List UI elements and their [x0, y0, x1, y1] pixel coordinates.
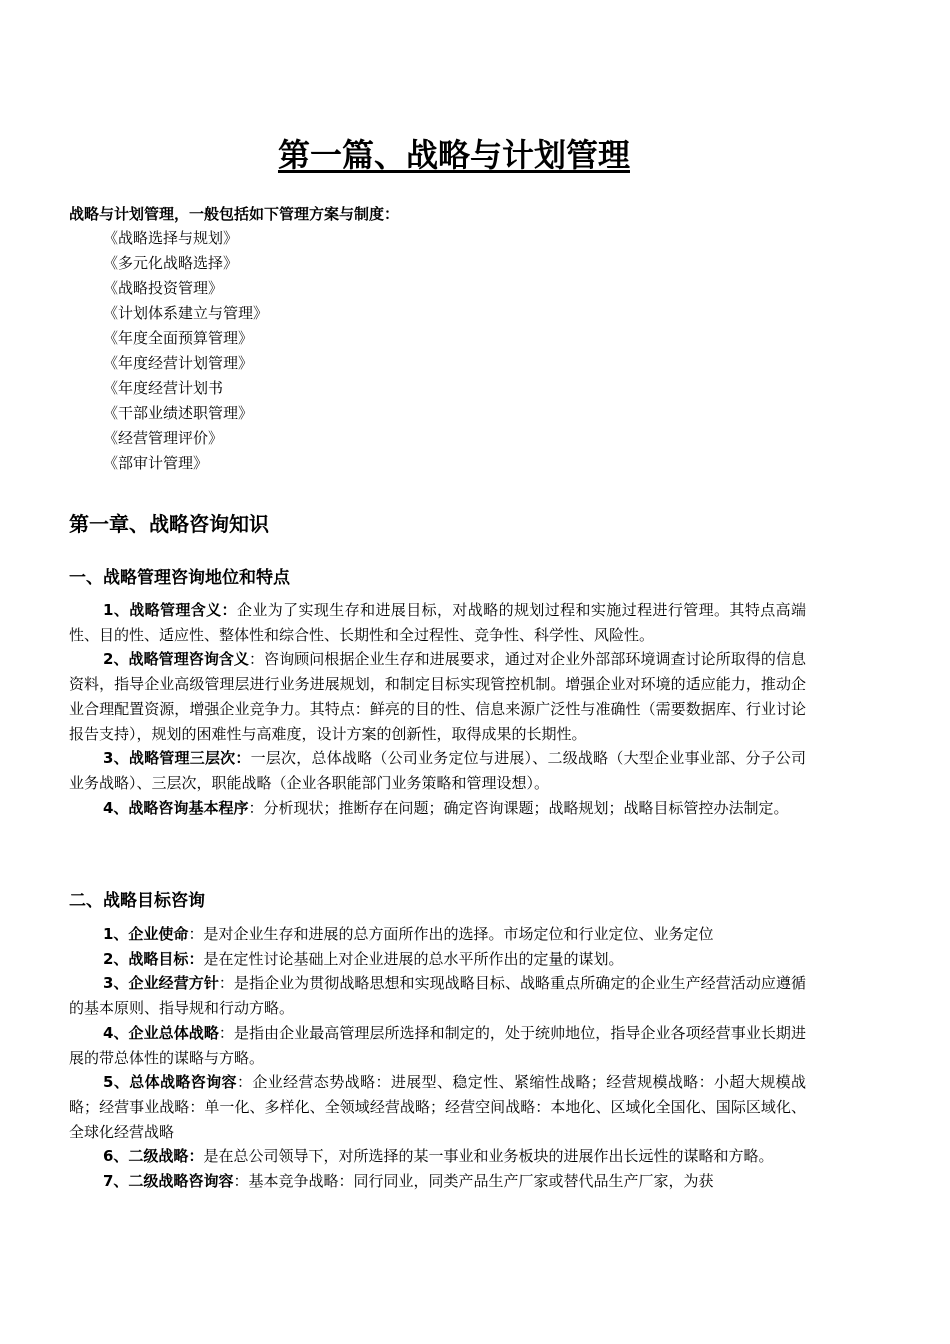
- paragraph-label: 1、战略管理含义：: [103, 601, 237, 619]
- list-item: 《年度经营计划管理》: [103, 354, 254, 372]
- paragraph-text: ：企业经营态势战略：进展型、稳定性、紧缩性战略；经营规模战略：小超大规模战略；经营事业战略：单一化、多样化、全领域经营战略；经营空间战略：本地化、区域化全国化、国际区域化、全球化经营战略: [69, 1073, 806, 1141]
- document-list: [103, 226, 268, 476]
- list-item: 《计划体系建立与管理》: [103, 304, 269, 322]
- paragraph-label: 4、企业总体战略: [103, 1023, 219, 1042]
- paragraph-label: 3、企业经营方针: [103, 974, 219, 993]
- paragraph-label: 4、战略咨询基本程序: [103, 798, 249, 817]
- paragraph-label: 7、二级战略咨询容: [103, 1172, 234, 1191]
- paragraph: [69, 796, 806, 821]
- paragraph-label: 6、二级战略：: [103, 1147, 204, 1166]
- paragraph-label: 5、总体战略咨询容: [103, 1073, 237, 1092]
- paragraph: [69, 647, 806, 746]
- list-item: 《干部业绩述职管理》: [103, 404, 254, 422]
- paragraph: [69, 947, 806, 972]
- paragraph: [69, 1144, 806, 1169]
- paragraph: [69, 971, 806, 1020]
- paragraph-text: 是在定性讨论基础上对企业进展的总水平所作出的定量的谋划。: [203, 949, 624, 968]
- list-item: 《经营管理评价》: [103, 429, 224, 447]
- paragraph-text: ：是指企业为贯彻战略思想和实现战略目标、战略重点所确定的企业生产经营活动应遵循的基本原则、指导规和行动方略。: [69, 974, 806, 1018]
- intro-text: 战略与计划管理，一般包括如下管理方案与制度：: [69, 205, 400, 223]
- list-item: 《年度全面预算管理》: [103, 329, 254, 347]
- section-heading: 二、战略目标咨询: [69, 891, 205, 911]
- paragraph: [69, 922, 806, 947]
- paragraph-label: 2、战略管理咨询含义: [103, 650, 249, 669]
- list-item: 《战略选择与规划》: [103, 229, 239, 247]
- paragraph-text: ：分析现状；推断存在问题；确定咨询课题；战略规划；战略目标管控办法制定。: [248, 798, 789, 817]
- paragraph-text: ：是对企业生存和进展的总方面所作出的选择。市场定位和行业定位、业务定位: [188, 925, 714, 943]
- paragraph: [69, 746, 806, 795]
- paragraph-text: 是在总公司领导下，对所选择的某一事业和业务板块的进展作出长远性的谋略和方略。: [203, 1147, 774, 1166]
- paragraph: [69, 1070, 806, 1144]
- paragraph-label: 2、战略目标：: [103, 949, 204, 968]
- list-item: 《多元化战略选择》: [103, 254, 239, 272]
- section-body: [69, 922, 806, 1194]
- paragraph: [69, 1021, 806, 1070]
- section-body: [69, 598, 806, 820]
- paragraph-text: ：基本竞争战略：同行同业，同类产品生产厂家或替代品生产厂家，为获: [233, 1172, 714, 1191]
- paragraph-label: 3、战略管理三层次：: [103, 749, 251, 768]
- paragraph-label: 1、企业使命: [103, 925, 189, 943]
- paragraph-text: ：咨询顾问根据企业生存和进展要求，通过对企业外部部环境调查讨论所取得的信息资料，指导企业高级管理层进行业务进展规划，和制定目标实现管控机制。增强企业对环境的适应能力，推动企业合理配置资源，增强企业竞争力。其特点：鲜亮的目的性、信息来源广泛性与准确性（需要数据库、行业讨论报告支持），规划的困难性与高难度，设计方案的创新性，取得成果的长期性。: [69, 650, 806, 743]
- chapter-heading: 第一章、战略咨询知识: [69, 512, 269, 536]
- paragraph: [69, 598, 806, 647]
- paragraph-text: ：是指由企业最高管理层所选择和制定的，处于统帅地位，指导企业各项经营事业长期进展的带总体性的谋略与方略。: [69, 1023, 806, 1067]
- paragraph-text: 企业为了实现生存和进展目标，对战略的规划过程和实施过程进行管理。其特点高端性、目的性、适应性、整体性和综合性、长期性和全过程性、竞争性、科学性、风险性。: [69, 601, 806, 644]
- page-title: 第一篇、战略与计划管理: [277, 136, 630, 174]
- paragraph-text: 一层次，总体战略（公司业务定位与进展）、二级战略（大型企业事业部、分子公司业务战略）、三层次，职能战略（企业各职能部门业务策略和管理设想）。: [69, 749, 806, 792]
- list-item: 《年度经营计划书: [103, 379, 224, 397]
- section-heading: 一、战略管理咨询地位和特点: [69, 568, 290, 588]
- list-item: 《战略投资管理》: [103, 279, 224, 297]
- paragraph: [69, 1169, 806, 1194]
- list-item: 《部审计管理》: [103, 454, 209, 472]
